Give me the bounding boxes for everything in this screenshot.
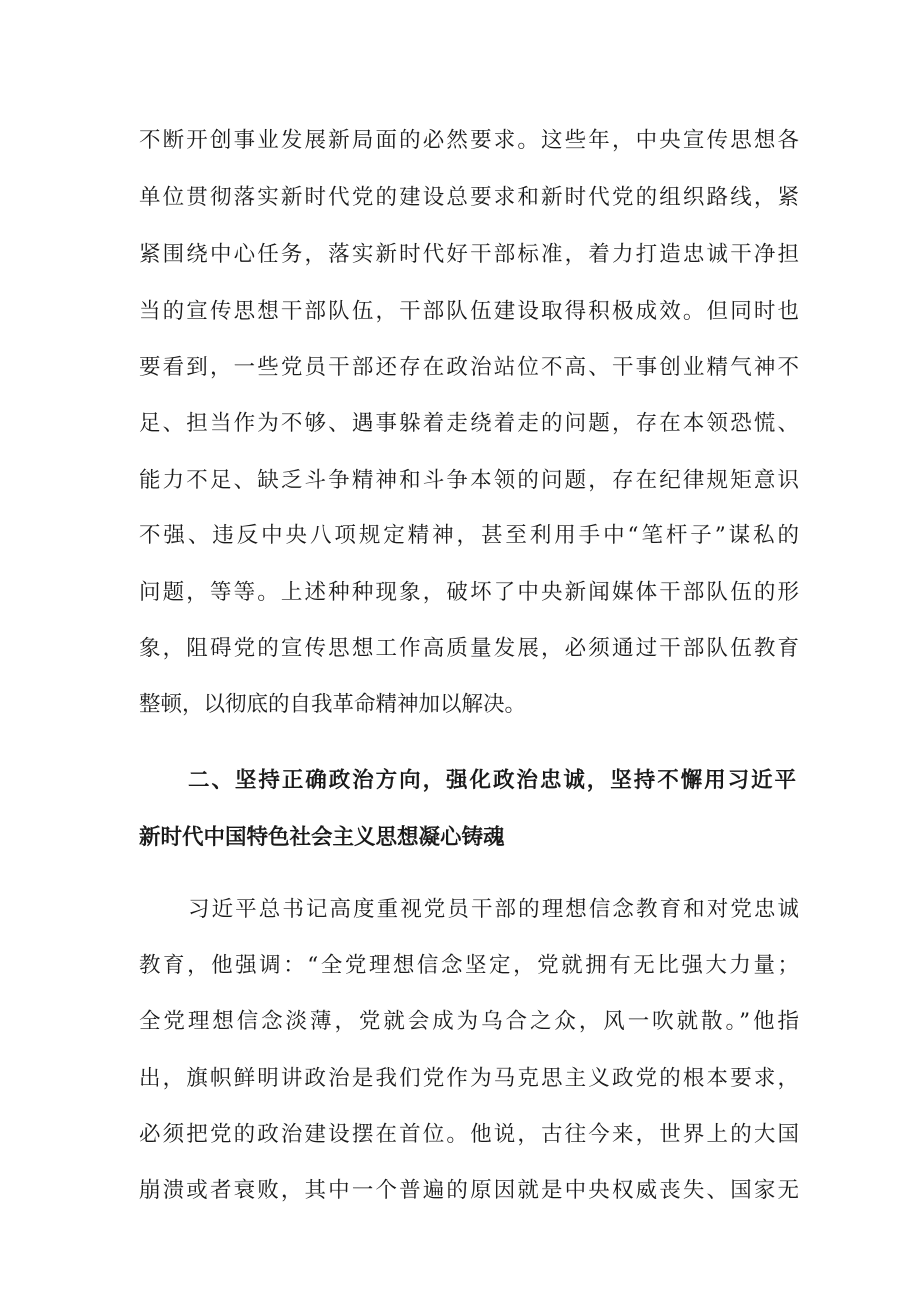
heading-line: 新时代中国特色社会主义思想凝心铸魂 — [139, 825, 505, 850]
text-line: 能力不足、缺乏斗争精神和斗争本领的问题，存在纪律规矩意识 — [139, 468, 799, 493]
text-line: 出，旗帜鲜明讲政治是我们党作为马克思主义政党的根本要求， — [139, 1066, 799, 1091]
text-line: 足、担当作为不够、遇事躲着走绕着走的问题，存在本领恐慌、 — [139, 411, 799, 436]
text-line: 问题，等等。上述种种现象，破坏了中央新闻媒体干部队伍的形 — [139, 580, 799, 605]
text-line: 整顿，以彻底的自我革命精神加以解决。 — [139, 692, 527, 717]
text-line: 习近平总书记高度重视党员干部的理想信念教育和对党忠诚 — [188, 897, 799, 922]
text-line: 不断开创事业发展新局面的必然要求。这些年，中央宣传思想各 — [139, 128, 799, 153]
text-line: 要看到，一些党员干部还存在政治站位不高、干事创业精气神不 — [139, 355, 799, 380]
text-line: 必须把党的政治建设摆在首位。他说，古往今来，世界上的大国 — [139, 1122, 799, 1147]
text-line: 当的宣传思想干部队伍，干部队伍建设取得积极成效。但同时也 — [139, 299, 799, 324]
text-line: 全党理想信念淡薄，党就会成为乌合之众，风一吹就散。”他指 — [139, 1009, 799, 1034]
text-line: 崩溃或者衰败，其中一个普遍的原因就是中央权威丧失、国家无 — [139, 1178, 799, 1203]
text-line: 单位贯彻落实新时代党的建设总要求和新时代党的组织路线，紧 — [139, 185, 799, 210]
text-line: 紧围绕中心任务，落实新时代好干部标准，着力打造忠诚干净担 — [139, 242, 799, 267]
text-line: 教育，他强调：“全党理想信念坚定，党就拥有无比强大力量； — [139, 953, 799, 978]
text-line: 象，阻碍党的宣传思想工作高质量发展，必须通过干部队伍教育 — [139, 636, 799, 661]
text-line: 不强、违反中央八项规定精神，甚至利用手中“笔杆子”谋私的 — [139, 523, 799, 548]
heading-line: 二、坚持正确政治方向，强化政治忠诚，坚持不懈用习近平 — [188, 768, 796, 793]
